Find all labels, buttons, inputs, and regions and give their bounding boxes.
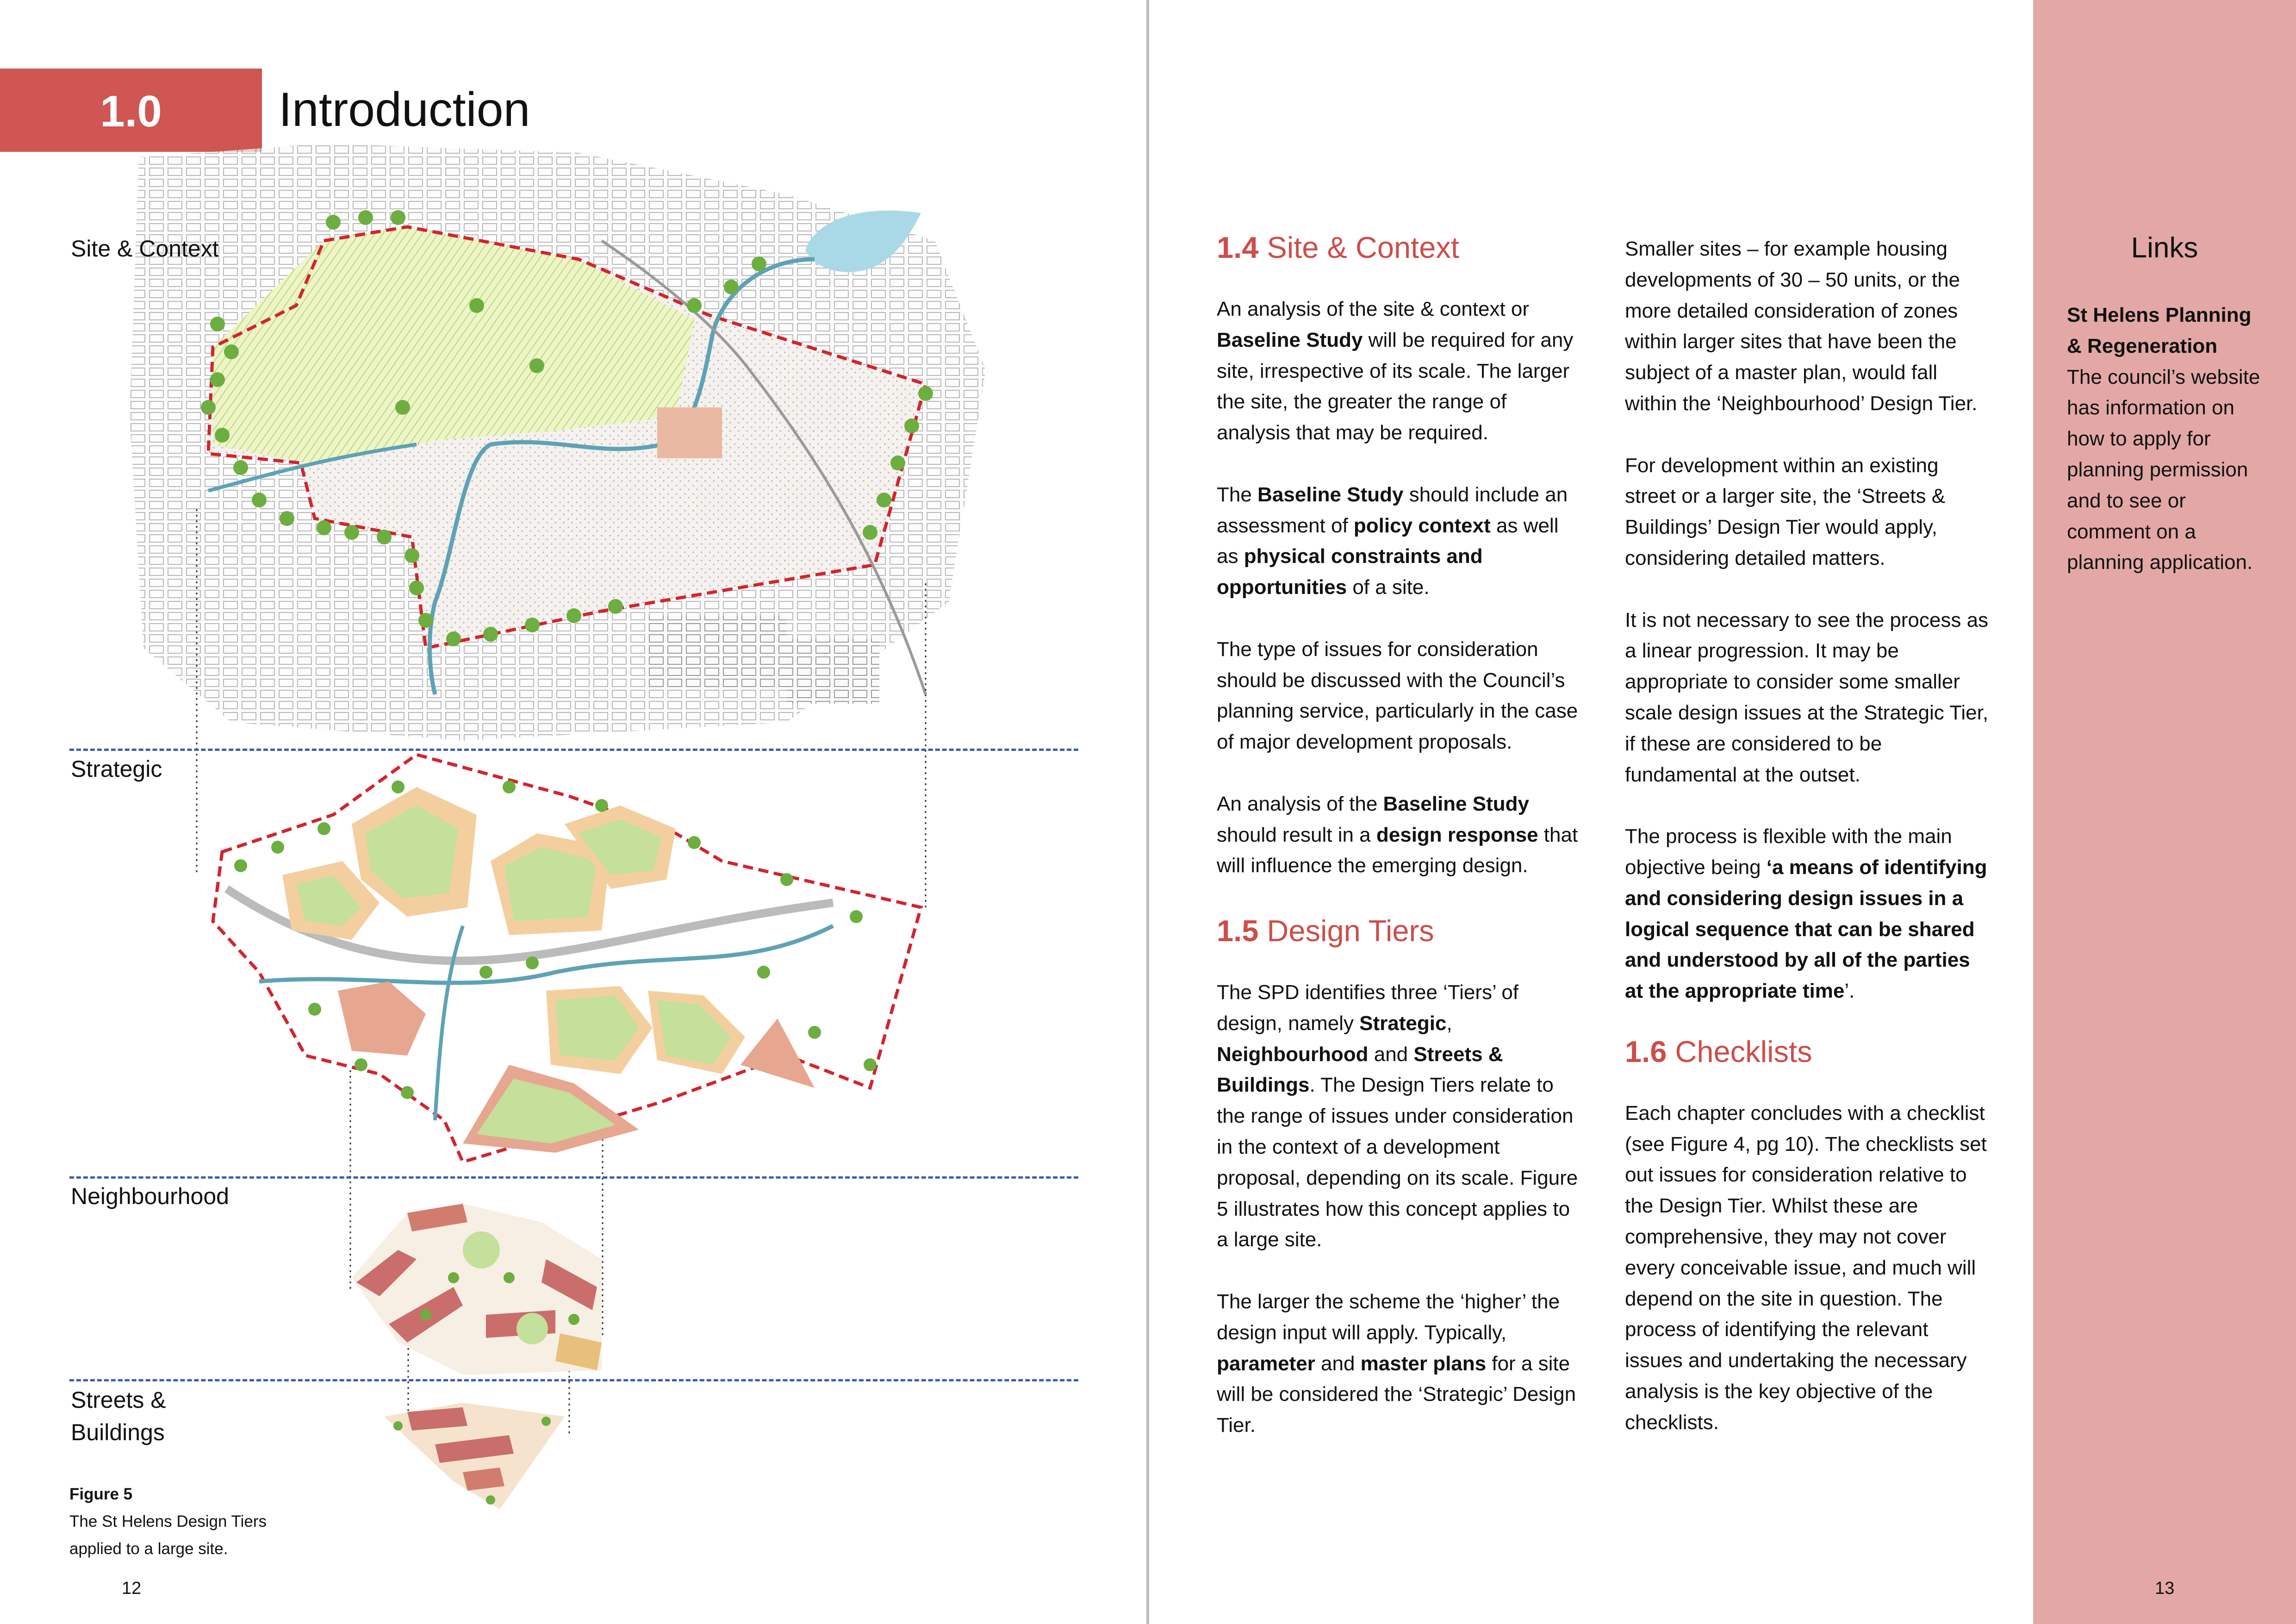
text-column-1: [1217, 229, 1582, 1472]
text-column-2: [1625, 234, 1991, 1469]
paragraph: Each chapter concludes with a checklist (see Figure 4, pg 10). The checklists set out issues for consideration relative to the Design Tier. Whilst these are comprehensive, they may not cover every conceivable issue, and much will depend on the site in question. The process of identifying the relevant issues and undertaking the necessary analysis is the key objective of the checklists.: [1625, 1101, 1987, 1434]
chapter-number: 1.0: [100, 87, 162, 136]
links-org: St Helens Planning & Regeneration: [2067, 304, 2252, 357]
links-heading: Links: [2131, 232, 2198, 264]
section-heading-1-5: 1.5 Design Tiers: [1217, 913, 1434, 948]
tier-label-streets-line2: Buildings: [71, 1419, 165, 1445]
page-title: Introduction: [279, 83, 530, 137]
paragraph: The type of issues for consideration should be discussed with the Council’s planning service, particularly in the case of major development proposals.: [1217, 637, 1578, 754]
paragraph: For development within an existing street or a larger site, the ‘Streets & Buildings’ Design Tier would apply, considering detailed matters.: [1625, 454, 1946, 569]
tier-label-neighbourhood: Neighbourhood: [71, 1183, 229, 1209]
tier-divider-streets: [69, 1379, 1078, 1381]
section-heading-1-6: 1.6 Checklists: [1625, 1034, 1812, 1068]
page-number-right: 13: [2155, 1579, 2175, 1598]
figure-caption-line1: The St Helens Design Tiers: [69, 1512, 267, 1530]
site-context-map: [130, 144, 986, 741]
paragraph: The larger the scheme the ‘higher’ the design input will apply. Typically, parameter and master plans for a site will be considered the ‘Strategic’ Design Tier.: [1217, 1290, 1576, 1437]
links-body: [2067, 300, 2271, 578]
figure-caption-line2: applied to a large site.: [69, 1540, 228, 1558]
figure-label: Figure 5: [69, 1485, 133, 1503]
tier-divider-strategic: [69, 749, 1078, 751]
paragraph: It is not necessary to see the process as a linear progression. It may be appropriate to consider some smaller scale design issues at the Strategic Tier, if these are considered to be fundamental at the outset.: [1625, 608, 1989, 786]
figure-caption: [69, 1480, 347, 1562]
tier-label-streets-line1: Streets &: [71, 1387, 166, 1413]
streets-buildings-cluster: [384, 1403, 565, 1509]
paragraph: The process is flexible with the main objective being ‘a means of identifying and considering design issues in a logical sequence that can be shared and understood by all of the parties at the appropriate time’.: [1625, 825, 1987, 1003]
tier-divider-neighbourhood: [69, 1176, 1078, 1179]
tier-label-strategic: Strategic: [71, 756, 162, 782]
paragraph: An analysis of the site & context or Baseline Study will be required for any site, irrespective of its scale. The larger the site, the greater the range of analysis that may be required.: [1217, 298, 1574, 444]
page-number-left: 12: [122, 1579, 142, 1598]
paragraph: Smaller sites – for example housing developments of 30 – 50 units, or the more detailed consideration of zones within larger sites that have been the subject of a master plan, would fall within the ‘Neighbourhood’ Design Tier.: [1625, 237, 1978, 415]
paragraph: The SPD identifies three ‘Tiers’ of design, namely Strategic, Neighbourhood and Streets & Buildings. The Design Tiers relate to the range of issues under consideration in the context of a development proposal, depending on its scale. Figure 5 illustrates how this concept applies to a large site.: [1217, 981, 1578, 1251]
section-heading-1-4: 1.4 Site & Context: [1217, 231, 1459, 264]
paragraph: The Baseline Study should include an assessment of policy context as well as physical constraints and opportunities of a site.: [1217, 483, 1568, 599]
neighbourhood-block: [352, 1204, 602, 1375]
links-text: The council’s website has information on how to apply for planning permission and to see or comment on a planning application.: [2067, 365, 2260, 574]
tier-label-streets: [71, 1384, 166, 1449]
tier-label-site-context: Site & Context: [71, 236, 219, 262]
strategic-masterplan: [213, 755, 921, 1162]
paragraph: An analysis of the Baseline Study should result in a design response that will influence the emerging design.: [1217, 792, 1578, 877]
